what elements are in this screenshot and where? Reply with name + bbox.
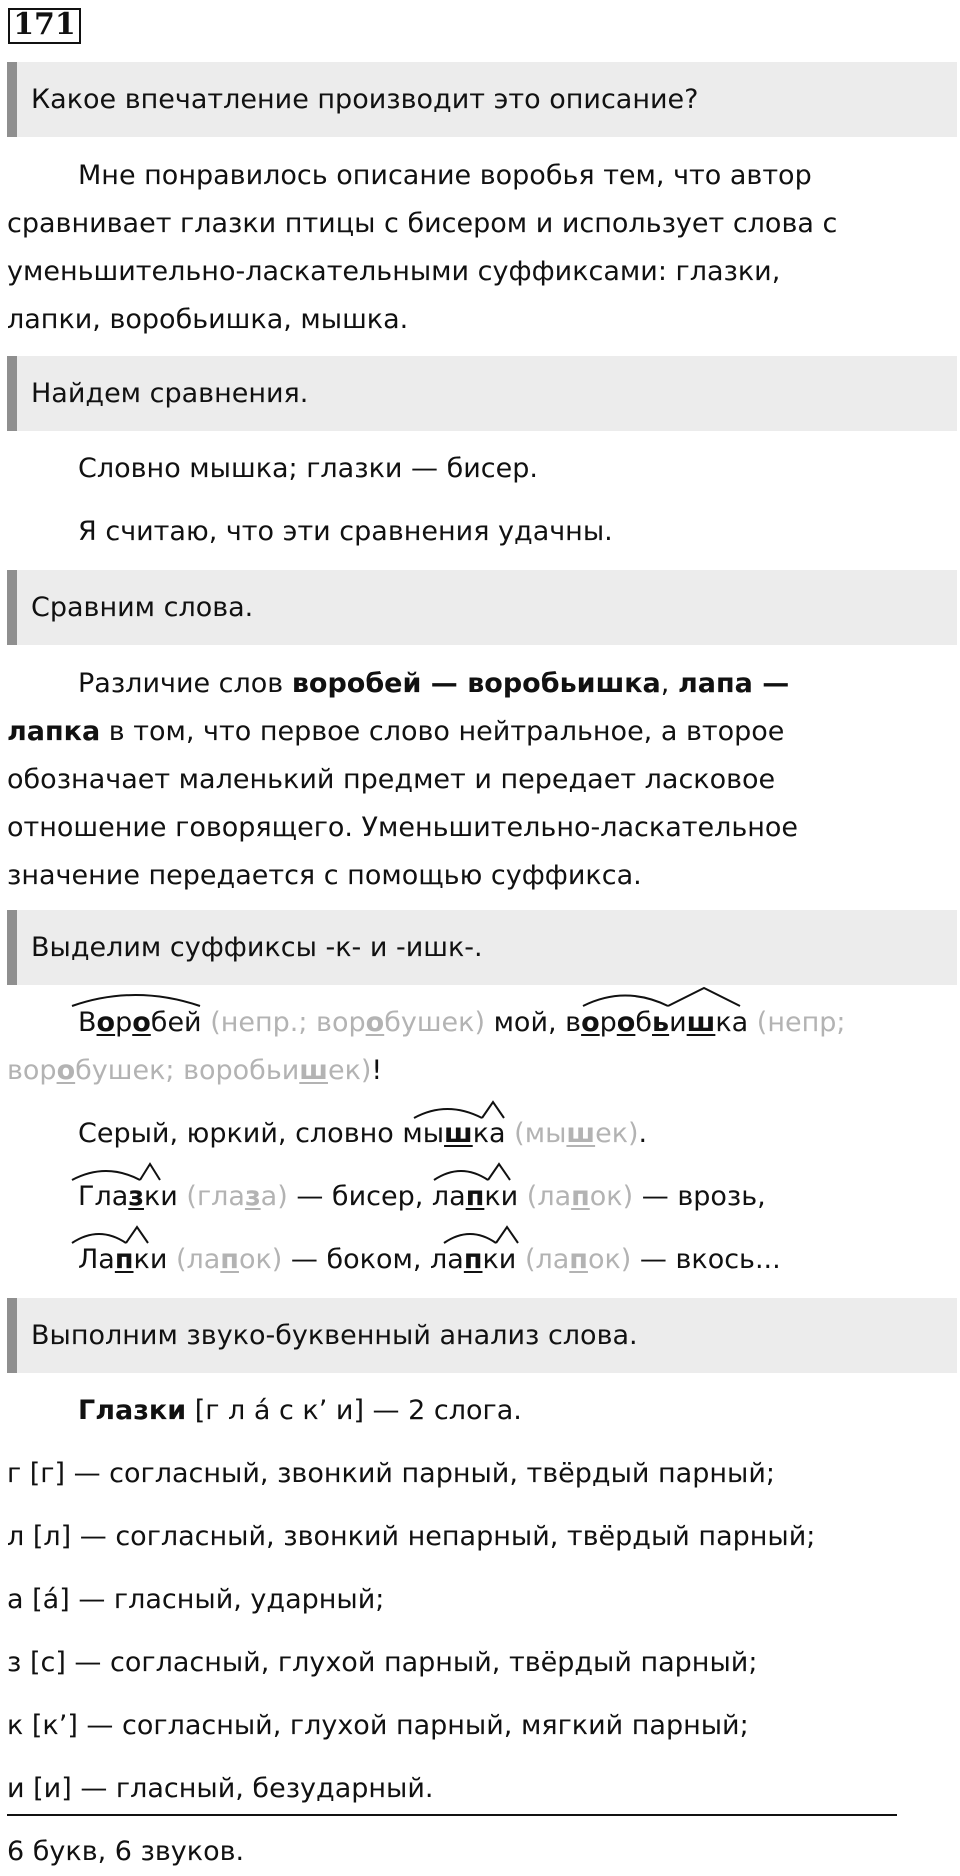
text: Различие слов	[78, 668, 292, 699]
poem-line	[78, 1005, 845, 1041]
suffix-caret	[488, 1164, 510, 1180]
divider	[7, 1814, 897, 1816]
section-header-suffixes: Выделим суффиксы -к- и -ишк-.	[7, 910, 957, 985]
text: ,	[660, 668, 678, 699]
text-line: Словно мышка; глазки — бисер.	[78, 453, 538, 484]
bold-term: лапка	[7, 716, 101, 747]
check-word: воробушек; воробьишек)	[7, 1055, 372, 1086]
text: .	[638, 1118, 648, 1149]
sound-line: и [и] — гласный, безударный.	[7, 1773, 434, 1804]
text-line: сравнивает глазки птицы с бисером и использует слова с	[7, 208, 838, 239]
sound-line: к [к’] — согласный, глухой парный, мягкий парный;	[7, 1710, 749, 1741]
text-line: лапки, воробьишка, мышка.	[7, 304, 409, 335]
analysis-word: Глазки	[78, 1395, 187, 1426]
text-line	[7, 714, 784, 750]
word-vorobishka: воробьишка	[565, 1007, 749, 1038]
suffix-letter: ш	[444, 1118, 473, 1149]
task-number: 171	[8, 8, 81, 44]
word-glazki: Глазки	[78, 1181, 178, 1212]
text: Серый, юркий, словно мы	[78, 1118, 445, 1149]
suffix-caret	[126, 1227, 148, 1243]
summary-line: 6 букв, 6 звуков.	[7, 1836, 245, 1867]
text-line	[78, 666, 789, 702]
text: — бисер,	[287, 1181, 432, 1212]
text-line: Мне понравилось описание воробья тем, что автор	[78, 160, 812, 191]
word-lapki: лапки	[431, 1181, 519, 1212]
sound-line: л [л] — согласный, звонкий непарный, твёрдый парный;	[7, 1521, 816, 1552]
text: — вкось...	[631, 1244, 781, 1275]
text-line: отношение говорящего. Уменьшительно-ласкательное	[7, 812, 799, 843]
section-header-compare-words: Сравним слова.	[7, 570, 957, 645]
section-header-analysis: Выполним звуко-буквенный анализ слова.	[7, 1298, 957, 1373]
analysis-word-line	[78, 1393, 522, 1429]
check-word: (мышек)	[505, 1118, 639, 1149]
poem-line	[78, 1116, 647, 1152]
sound-line: з [с] — согласный, глухой парный, твёрдый парный;	[7, 1647, 758, 1678]
text: мой,	[484, 1007, 566, 1038]
word-lapki: Лапки	[78, 1244, 168, 1275]
section-header-comparisons: Найдем сравнения.	[7, 356, 957, 431]
check-word: (глаза)	[177, 1181, 288, 1212]
bold-term: лапа —	[677, 668, 790, 699]
word-lapki: лапки	[430, 1244, 517, 1275]
text: !	[371, 1055, 383, 1086]
check-word: (непр.; воробушек)	[201, 1007, 485, 1038]
text-line: значение передается с помощью суффикса.	[7, 860, 642, 891]
poem-line	[78, 1179, 766, 1215]
check-word: (непр;	[748, 1007, 846, 1038]
poem-line	[7, 1053, 382, 1089]
suffix-caret	[496, 1227, 518, 1243]
sound-line: а [á] — гласный, ударный;	[7, 1584, 385, 1615]
text-line: Я считаю, что эти сравнения удачны.	[78, 516, 613, 547]
check-word: (лапок)	[516, 1244, 632, 1275]
transcription: [г л á с к’ и] — 2 слога.	[186, 1395, 522, 1426]
sound-line: г [г] — согласный, звонкий парный, твёрдый парный;	[7, 1458, 775, 1489]
check-word: (лапок)	[167, 1244, 283, 1275]
word-vorobey: Воробей	[78, 1007, 202, 1038]
bold-term: воробей — воробьишка	[291, 668, 661, 699]
text: в том, что первое слово нейтральное, а второе	[100, 716, 785, 747]
section-header-impression: Какое впечатление производит это описание?	[7, 62, 957, 137]
suffix-caret	[668, 988, 740, 1006]
text-line: обозначает маленький предмет и передает ласковое	[7, 764, 776, 795]
text: — боком,	[282, 1244, 431, 1275]
check-word: (лапок)	[518, 1181, 634, 1212]
poem-line	[78, 1242, 781, 1278]
text: — врозь,	[633, 1181, 766, 1212]
text-line: уменьшительно-ласкательными суффиксами: глазки,	[7, 256, 781, 287]
suffix-caret	[140, 1164, 160, 1180]
text: ка	[472, 1118, 506, 1149]
